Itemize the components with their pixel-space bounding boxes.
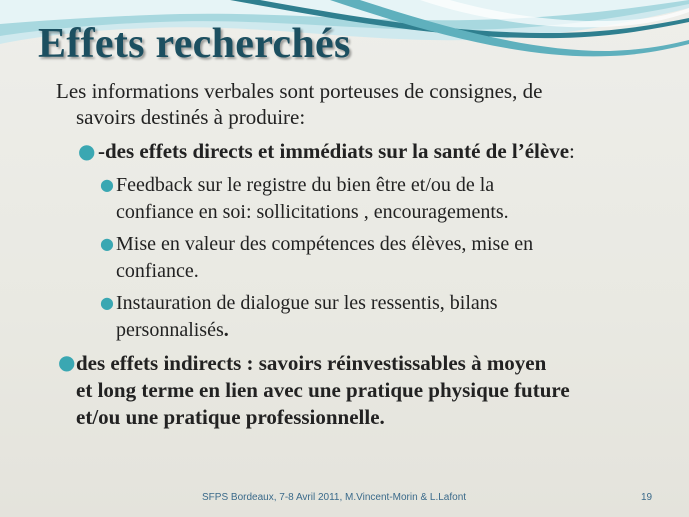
bullet-direct-effects-bold: des effets directs et immédiats sur la santé de l’élève [105,139,570,163]
bullet-dot-icon: ● [100,175,114,194]
subitem-dialogue [100,290,660,344]
subitem-competences-line-1: Mise en valeur des compétences des élèves, mise en [116,233,534,255]
subitem-dialogue-line-2-text: personnalisés [116,319,224,341]
bullet-indirect-line-3: et/ou une pratique professionnelle. [76,405,385,429]
intro-line-2: savoirs destinés à produire: [76,105,306,129]
bullet-indirect-line-1: des effets indirects : savoirs réinvestissables à moyen [76,351,547,375]
subitem-feedback [100,172,660,226]
subitem-dialogue-period: . [223,319,229,341]
bullet-dot-icon: ● [100,293,114,312]
bullet-dot-icon: ● [78,139,96,163]
bullet-direct-effects [80,138,670,164]
subitem-dialogue-line-2 [100,317,660,344]
subitem-competences-line-2: confiance. [116,260,199,282]
subitem-feedback-line-2: confiance en soi: sollicitations , encouragements. [116,201,509,223]
footer-text: SFPS Bordeaux, 7-8 Avril 2011, M.Vincent-Morin & L.Lafont [202,492,467,503]
bullet-prefix: - [98,139,105,163]
bullet-dot-icon: ● [58,350,76,374]
page-number: 19 [641,492,653,503]
bullet-dot-icon: ● [100,234,114,253]
subitem-dialogue-line-1: Instauration de dialogue sur les ressentis, bilans [116,292,498,314]
bullet-indirect-effects [58,350,658,431]
subitem-competences [100,231,660,285]
bullet-suffix: : [569,139,575,163]
intro-paragraph [56,78,646,130]
bullet-direct-effects-text [80,139,575,163]
bullet-indirect-line-2: et long terme en lien avec une pratique physique future [76,378,570,402]
subitem-feedback-line-1: Feedback sur le registre du bien être et/ou de la [116,174,495,196]
intro-line-1: Les informations verbales sont porteuses de consignes, de [56,79,543,103]
slide-title: Effets recherchés [38,21,351,67]
